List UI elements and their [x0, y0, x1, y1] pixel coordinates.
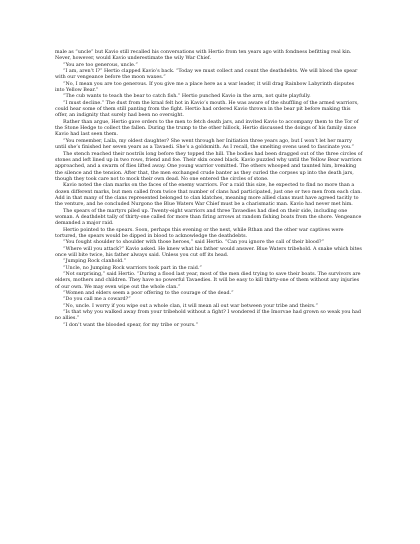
paragraph: “You are too generous, uncle.” — [63, 61, 138, 68]
paragraph: “You remember, Laila, my oldest daughter? She went through her Initiation three years ago, but I won’t let her marry until she’s finished her seven years as a Tavaedi. She’s a goldsmith. As I recall, the smelting ovens used to fascinate you.” — [55, 137, 354, 151]
paragraph: “Do you call me a coward?” — [63, 296, 131, 303]
body-text — [55, 49, 363, 328]
paragraph: “Uncle, no Jumping Rock warriors took part in the raid.” — [63, 264, 202, 271]
paragraph: “Jumping Rock clanhold.” — [63, 258, 127, 265]
paragraph: The stench reached their nostrils long before they topped the hill. The bodies had been dragged out of the three circles of stones and left lined up in two rows, friend and foe. Their skin oozed black. Kavio puzzled why until the Yellow Bear warriors approached, and a swarm of flies lifted away. One young warrior vomitted. The others whooped and taunted him, breaking the silence and the tension. After that, the men exchanged crude banter as they curled the corpses up into the death jars, though they took care not to mock their own dead. No one entered the circles of stone. — [55, 150, 363, 182]
paragraph: “I don’t want the blooded spear, for my tribe or yours.” — [63, 321, 199, 328]
paragraph: The spears of the martyrs piled up. Twenty-eight warriors and three Tavaedies had died on their side, including one woman. A deathdebt tally of thirty-one called for more than firing arrows at random fishing boats from the shore. Vengeance demanded a major raid. — [55, 207, 362, 227]
paragraph: “You fought shoulder to shoulder with those heroes,” said Hertio. “Can you ignore the call of their blood?” — [63, 239, 324, 246]
paragraph: “Women and elders seem a poor offering to the courage of the dead.” — [63, 290, 234, 297]
paragraph: “Not surprising,” said Hertio. “During a flood last year, most of the men died trying to save their boats. The survivors are elders, mothers and children. They have no powerful Tavaedies. It will be easy to kill thirty-one of them without any injuries of our own. We may even wipe out the whole clan.” — [55, 271, 361, 290]
paragraph: “Is that why you walked away from your tribehold without a fight? I wondered if the Imorvae had grown so weak you had no allies.” — [55, 309, 361, 322]
paragraph: Rather than argue, Hertio gave orders to the men to fetch death jars, and invited Kavio to accompany them to the Tor of the Stone Hedge to collect the fallen. During the trump to the other hillock, Hertio discussed the doings of his family since Kavio had last seen them. — [55, 118, 359, 138]
paragraph: “I must decline.” The dust from the kraal felt hot in Kavio’s mouth. He was aware of the shuffling of the armed warriors, could hear some of them still panting from the fight. Hertio had ordered Kavio thrown in the bear pit before making this offer, an indignity that surely had been no oversight. — [55, 99, 359, 119]
paragraph: male as “uncle” but Kavio still recalled his conversations with Hertio from ten years ago with fondness befitting real kin. Never, however, would Kavio underestimate the wily War Chief. — [55, 49, 352, 62]
paragraph: “I am, aren’t I?” Hertio clapped Kavio’s back. “Today we must collect and count the deathdebts. We will blood the spear with our vengeance before the moon waxes.” — [55, 68, 358, 81]
paragraph: “The cub wants to teach the bear to catch fish.” Hertio punched Kavio in the arm, not quite playfully. — [63, 93, 311, 100]
paragraph: “Where will you attack?” Kavio asked. He knew what his father would answer. Blue Waters tribehold. A snake which bites once will bite twice, his father always said. Unless you cut off its head. — [55, 245, 362, 258]
paragraph: Kavio noted the clan marks on the faces of the enemy warriors. For a raid this size, he expected to find no more than a dozen different marks, but men called from twice that number of clans had participated, just one or two men from each clan. Add in that many of the clans represented belonged to clan klatches, meaning more allied clans must have agreed tacitly to the venture, and he concluded Nurgono the Blue Waters War Chief must be a charismatic man. Kavio had never met him. — [55, 182, 362, 208]
paragraph: Hertio pointed to the spears. Soon, perhaps this evening or the next, while Rthan and the other war captives were tortured, the spears would be dipped in blood to acknowledge the deathdebts. — [55, 226, 344, 239]
paragraph: “No, uncle. I worry if you wipe out a whole clan, it will mean all out war between your tribe and theirs.” — [63, 302, 319, 309]
paragraph: “No, I mean you are too generous. If you give me a place here as a war leader, it will drag Rainbow Labyrinth disputes into Yellow Bear.” — [55, 80, 355, 94]
